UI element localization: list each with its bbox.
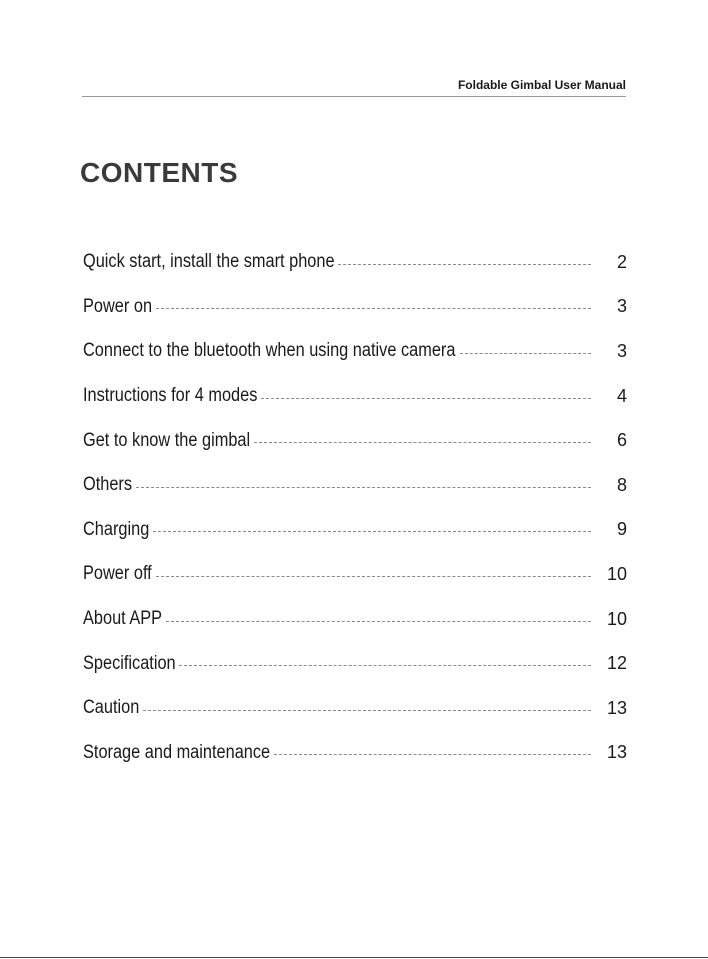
toc-entry-know-gimbal[interactable]	[83, 418, 627, 463]
toc-entry-connect-bluetooth[interactable]	[83, 329, 627, 374]
toc-page-number: 13	[606, 742, 627, 763]
toc-entry-instructions-modes[interactable]	[83, 374, 627, 419]
toc-entry-label: Power on	[83, 295, 153, 317]
toc-dot-leader	[153, 531, 591, 532]
toc-entry-specification[interactable]	[83, 641, 627, 686]
toc-entry-others[interactable]	[83, 463, 627, 508]
toc-page-number: 4	[616, 385, 627, 406]
toc-dot-leader	[179, 665, 591, 666]
toc-dot-leader	[143, 710, 591, 711]
toc-entry-label: Connect to the bluetooth when using native camera	[83, 340, 456, 362]
toc-page-number: 3	[616, 340, 627, 361]
toc-entry-storage-maintenance[interactable]	[83, 731, 627, 776]
toc-entry-label: Instructions for 4 modes	[83, 385, 258, 407]
toc-page-number: 13	[606, 697, 627, 718]
toc-page-number: 10	[606, 563, 627, 584]
toc-entry-about-app[interactable]	[83, 597, 627, 642]
toc-page-number: 3	[616, 296, 627, 317]
toc-dot-leader	[460, 353, 592, 354]
toc-entry-label: About APP	[83, 608, 163, 630]
toc-dot-leader	[166, 621, 591, 622]
toc-entry-quick-start[interactable]	[83, 240, 627, 285]
toc-entry-label: Specification	[83, 652, 176, 674]
toc-dot-leader	[156, 308, 591, 309]
toc-entry-label: Others	[83, 474, 133, 496]
toc-entry-caution[interactable]	[83, 686, 627, 731]
toc-dot-leader	[338, 264, 591, 265]
toc-page-number: 8	[616, 474, 627, 495]
toc-page-number: 10	[606, 608, 627, 629]
toc-entry-label: Charging	[83, 518, 150, 540]
toc-dot-leader	[274, 754, 591, 755]
toc-page-number: 6	[616, 430, 627, 451]
header-divider	[82, 96, 626, 97]
toc-page-number: 9	[616, 519, 627, 540]
toc-entry-label: Quick start, install the smart phone	[83, 251, 335, 273]
toc-dot-leader	[261, 398, 591, 399]
toc-entry-power-on[interactable]	[83, 285, 627, 330]
toc-entry-label: Storage and maintenance	[83, 741, 271, 763]
toc-entry-label: Caution	[83, 697, 140, 719]
toc-entry-label: Power off	[83, 563, 152, 585]
manual-title: Foldable Gimbal User Manual	[457, 78, 626, 92]
toc-entry-power-off[interactable]	[83, 552, 627, 597]
toc-dot-leader	[254, 442, 591, 443]
contents-heading: CONTENTS	[80, 157, 238, 188]
toc-page-number: 12	[606, 653, 627, 674]
footer-divider	[0, 957, 708, 958]
toc-entry-charging[interactable]	[83, 508, 627, 553]
toc-dot-leader	[136, 487, 591, 488]
toc-dot-leader	[156, 576, 591, 577]
toc-page-number: 2	[616, 251, 627, 272]
table-of-contents	[83, 240, 627, 775]
toc-entry-label: Get to know the gimbal	[83, 429, 251, 451]
